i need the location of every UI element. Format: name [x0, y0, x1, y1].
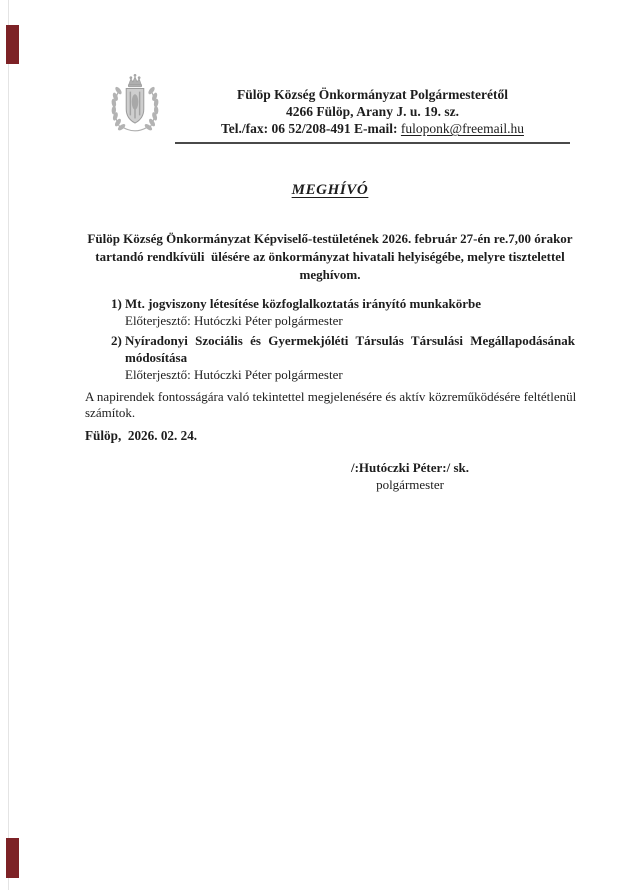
phone-fax-label: Tel./fax: 06 52/208-491 E-mail: — [221, 121, 401, 136]
agenda-item-title-continued: módosítása — [125, 350, 188, 365]
invitation-paragraph — [85, 230, 575, 284]
closing-line: A napirendek fontosságára való tekintettel megjelenésére és aktív közreműködésére feltétlenül — [85, 389, 577, 404]
agenda-item-presenter: Előterjesztő: Hutóczki Péter polgármester — [125, 313, 343, 328]
document-title-text: MEGHÍVÓ — [291, 182, 369, 198]
signature-name: /:Hutóczki Péter:/ sk. — [350, 460, 470, 475]
agenda-list — [85, 295, 575, 386]
agenda-item-number: 2) — [111, 333, 122, 348]
scan-corner-mark-top — [6, 25, 19, 64]
letterhead-address-line: 4266 Fülöp, Arany J. u. 19. sz. — [286, 104, 459, 119]
municipal-coat-of-arms-icon — [104, 72, 166, 136]
intro-line: Fülöp Község Önkormányzat Képviselő-testületének 2026. február 27-én re.7,00 órakor — [87, 231, 573, 246]
letterhead — [175, 86, 570, 144]
agenda-item-number: 1) — [111, 296, 122, 311]
closing-paragraph — [85, 389, 590, 421]
agenda-item-title: Mt. jogviszony létesítése közfoglalkoztatás irányító munkakörbe — [125, 296, 482, 311]
closing-line: számítok. — [85, 405, 136, 420]
signature-block — [330, 459, 490, 493]
intro-line: tartandó rendkívüli ülésére az önkormányzat hivatali helyiségébe, melyre tisztelettel — [95, 249, 565, 264]
letterhead-org-line: Fülöp Község Önkormányzat Polgármesterétől — [236, 87, 509, 102]
intro-line: meghívom. — [299, 267, 361, 282]
page-edge-shadow — [8, 0, 9, 890]
email-address: fuloponk@freemail.hu — [400, 121, 524, 136]
agenda-item — [85, 332, 575, 383]
date-line: Fülöp, 2026. 02. 24. — [85, 428, 198, 443]
signature-role: polgármester — [376, 477, 444, 492]
scan-corner-mark-bottom — [6, 838, 19, 878]
agenda-item-presenter: Előterjesztő: Hutóczki Péter polgármester — [125, 367, 343, 382]
agenda-item — [85, 295, 575, 329]
agenda-item-title: Nyíradonyi Szociális és Gyermekjóléti Társulás Társulási Megállapodásának — [125, 333, 575, 348]
document-title — [85, 182, 575, 199]
letterhead-contact-line — [175, 120, 570, 137]
